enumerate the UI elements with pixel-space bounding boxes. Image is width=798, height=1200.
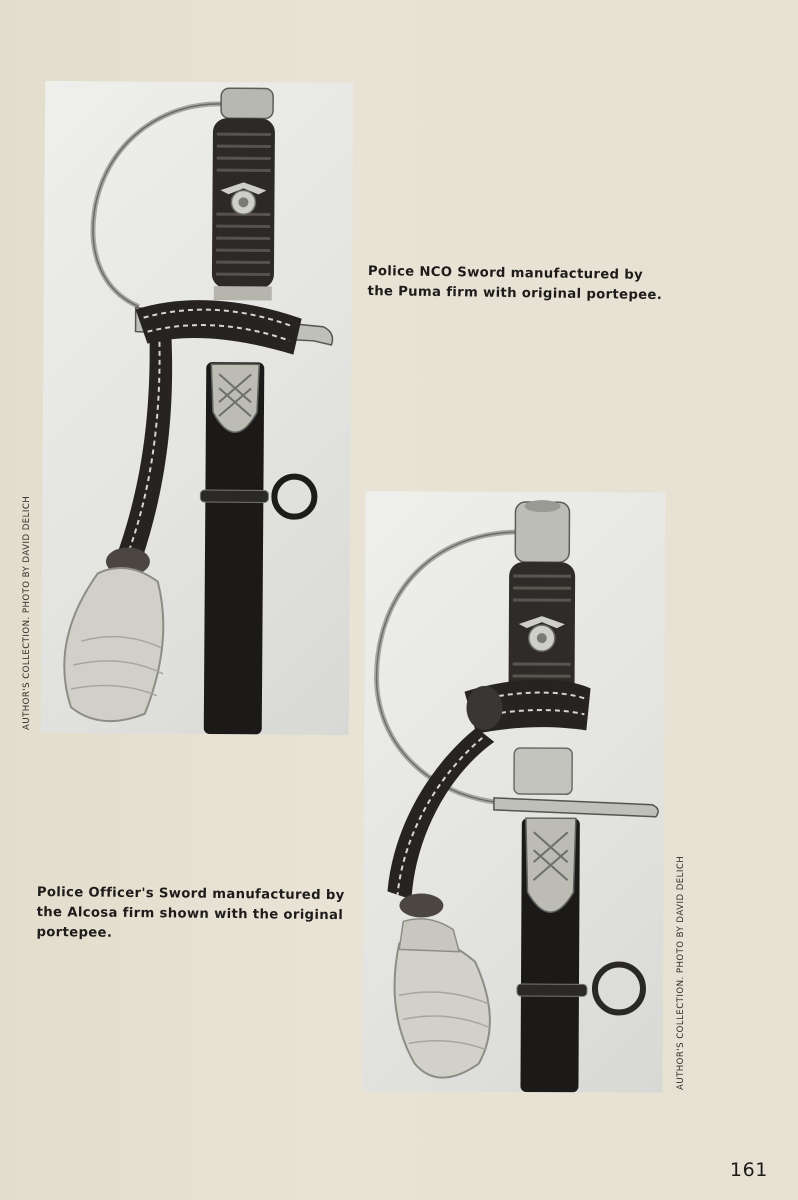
officer-sword-illustration xyxy=(362,491,665,1093)
nco-sword-photo xyxy=(41,81,354,735)
nco-sword-caption: Police NCO Sword manufactured by the Puma firm with original portepee. xyxy=(367,263,663,304)
nco-sword-illustration xyxy=(41,81,354,735)
page-number: 161 xyxy=(729,1159,768,1181)
officer-sword-photo xyxy=(362,491,665,1093)
photo-credit-1: AUTHOR'S COLLECTION. PHOTO BY DAVID DELICH xyxy=(22,495,32,730)
photo-credit-2: AUTHOR'S COLLECTION. PHOTO BY DAVID DELICH xyxy=(676,855,686,1090)
officer-sword-caption: Police Officer's Sword manufactured by the Alcosa firm shown with the original portepee. xyxy=(36,884,345,941)
